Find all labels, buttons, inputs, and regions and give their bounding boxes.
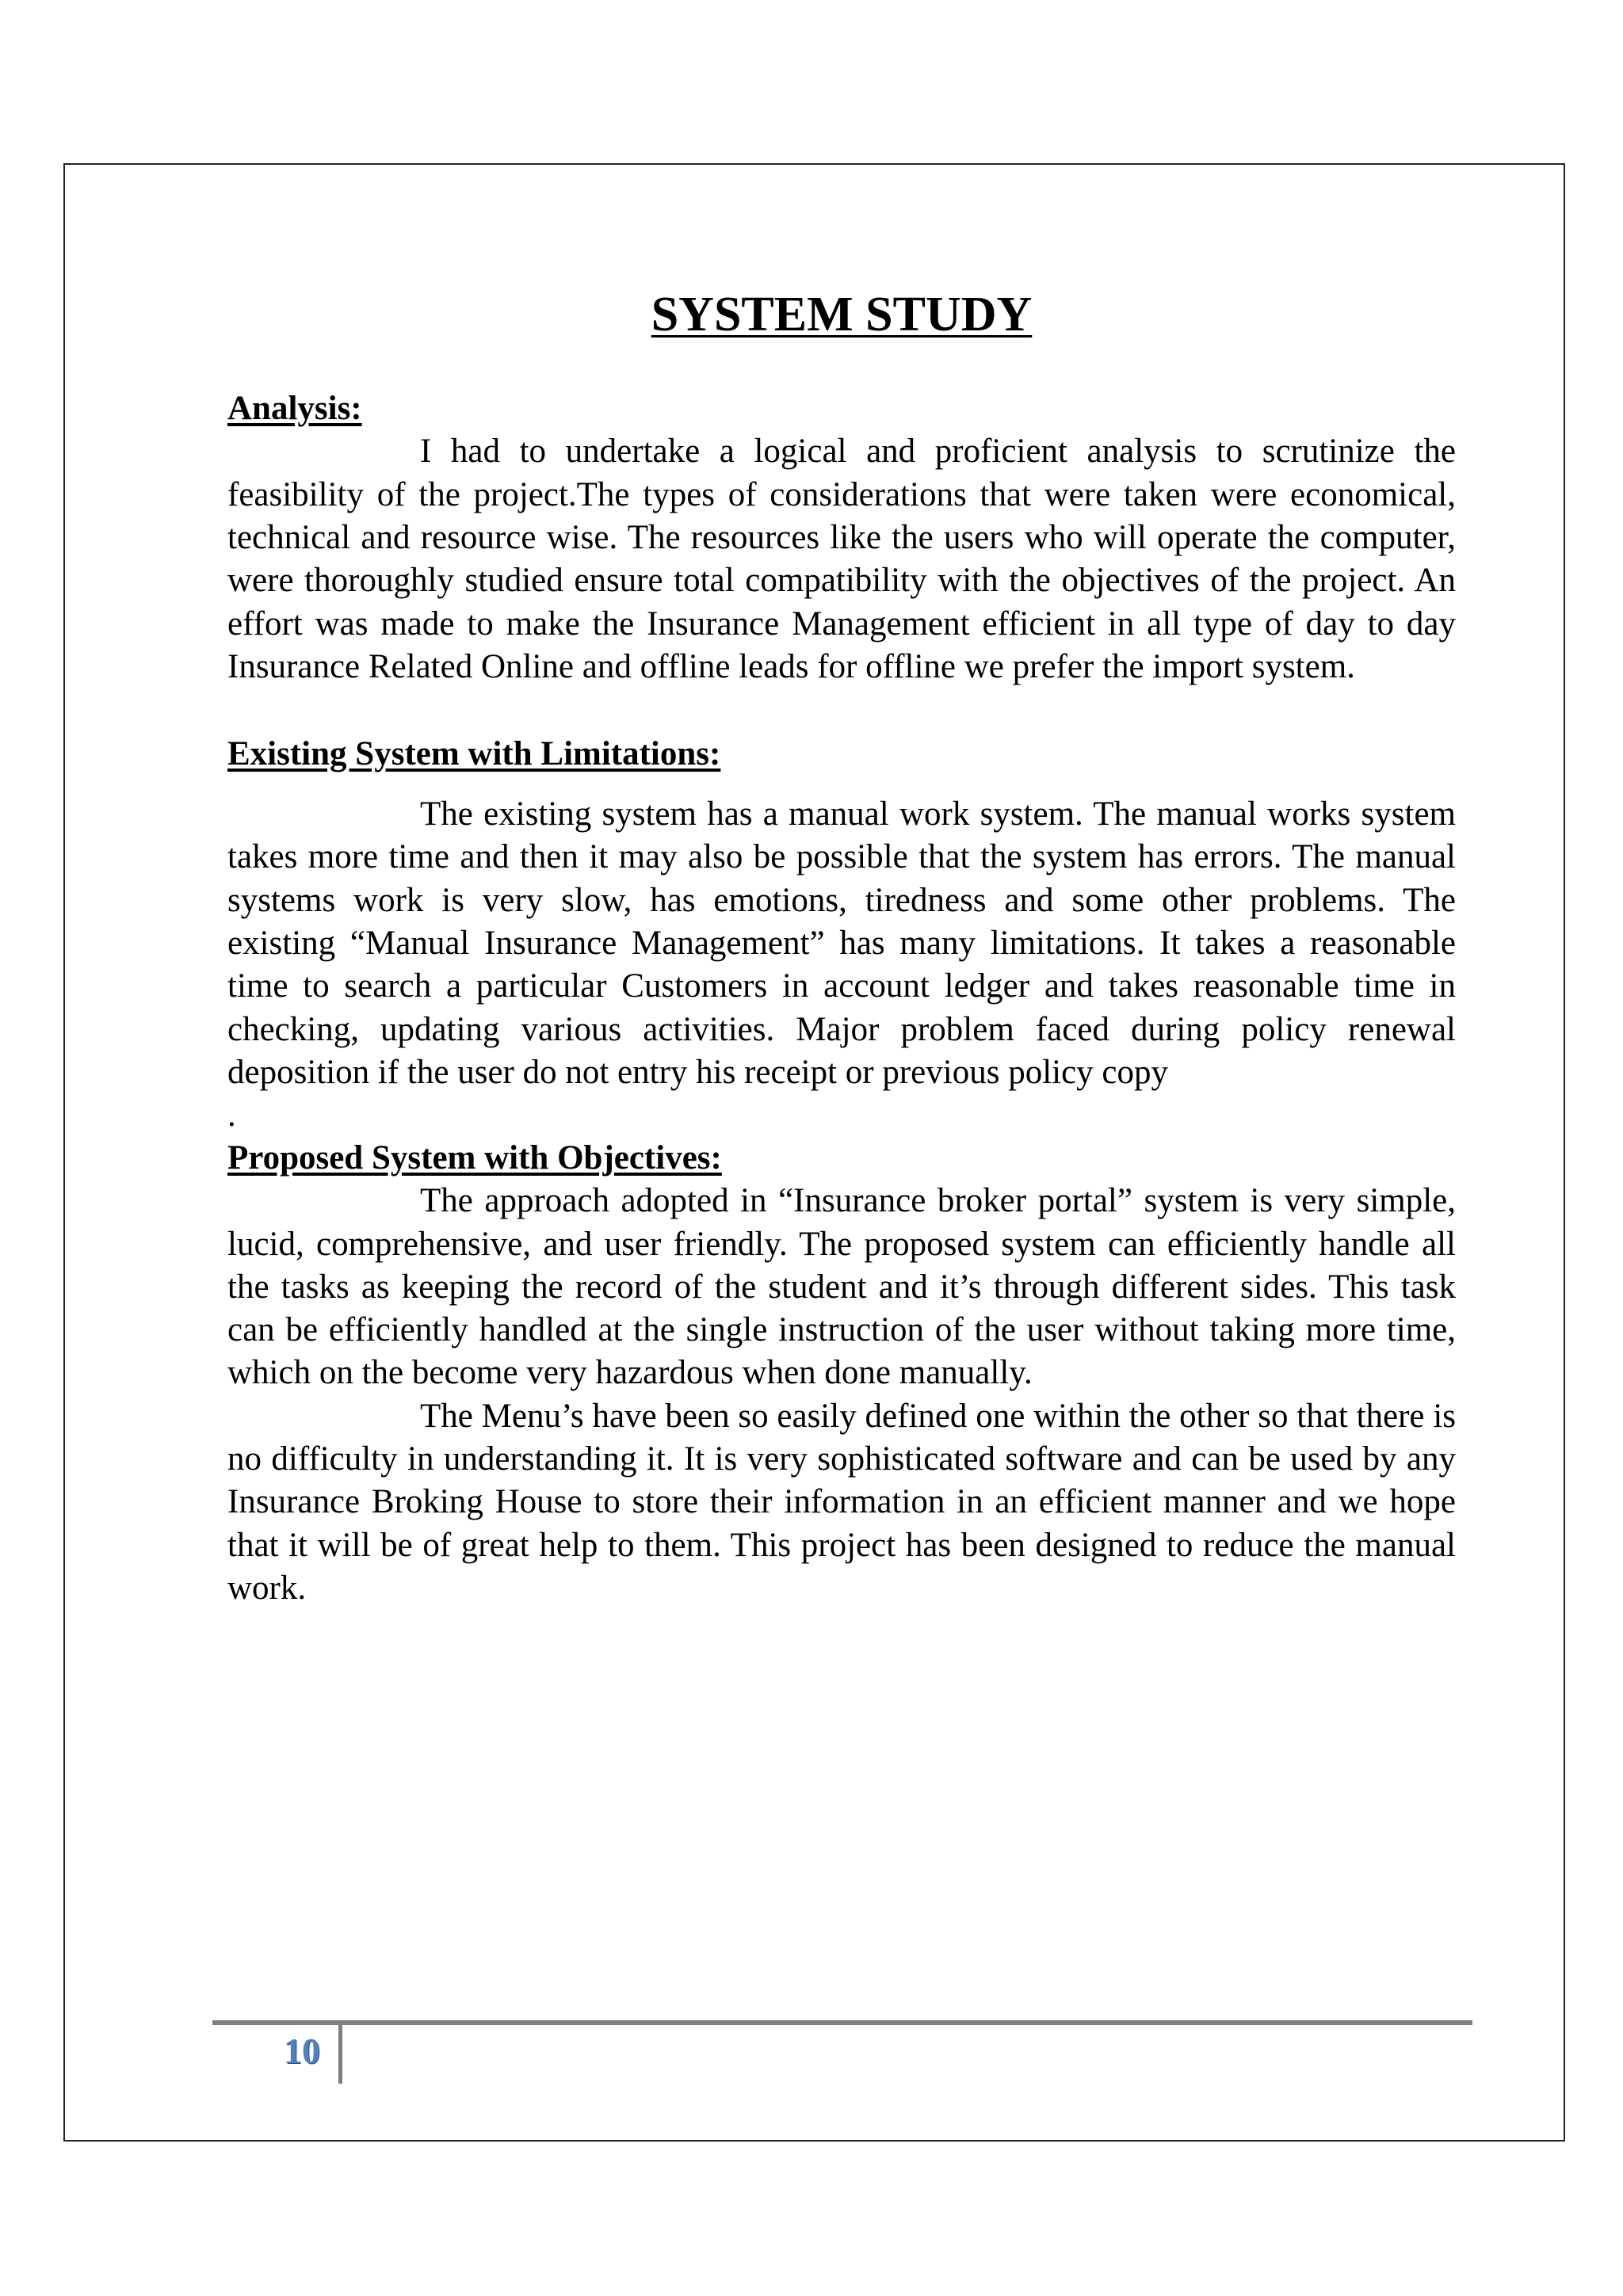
trailing-period: .	[227, 1097, 236, 1135]
section-heading-proposed-system: Proposed System with Objectives:	[227, 1139, 722, 1177]
paragraph-analysis: I had to undertake a logical and proficient analysis to scrutinize the feasibility of the project.The types of considerations that were taken were economical, technical and resource wise. The resources like the users who will operate the computer, were thoroughly studied ensure total compatibility with the objectives of the project. An effort was made to make the Insurance Management efficient in all type of day to day Insurance Related Online and offline leads for offline we prefer the import system.	[227, 433, 1456, 685]
section-heading-analysis: Analysis:	[227, 390, 362, 428]
section-proposed-system	[227, 1137, 1456, 1610]
footer-rule	[212, 2020, 1472, 2025]
paragraph-proposed-system-2: The Menu’s have been so easily defined one within the other so that there is no difficulty in understanding it. It is very sophisticated software and can be used by any Insurance Broking House to store their information in an efficient manner and we hope that it will be of great help to them. This project has been designed to reduce the manual work.	[227, 1397, 1456, 1607]
section-analysis	[227, 387, 1456, 688]
section-existing-system	[227, 733, 1456, 1137]
paragraph-existing-system: The existing system has a manual work system. The manual works system takes more time and then it may also be possible that the system has errors. The manual systems work is very slow, has emotions, tiredness and some other problems. The existing “Manual Insurance Management” has many limitations. It takes a reasonable time to search a particular Customers in account ledger and takes reasonable time in checking, updating various activities. Major problem faced during policy renewal deposition if the user do not entry his receipt or previous policy copy	[227, 795, 1456, 1091]
document-body	[227, 285, 1456, 1610]
page-title: SYSTEM STUDY	[651, 288, 1033, 341]
section-heading-existing-system: Existing System with Limitations:	[227, 735, 721, 773]
page-number: 10	[284, 2031, 320, 2071]
footer-divider	[338, 2025, 342, 2084]
paragraph-proposed-system-1: The approach adopted in “Insurance broker portal” system is very simple, lucid, comprehensive, and user friendly. The proposed system can efficiently handle all the tasks as keeping the record of the student and it’s through different sides. This task can be efficiently handled at the single instruction of the user without taking more time, which on the become very hazardous when done manually.	[227, 1182, 1456, 1392]
